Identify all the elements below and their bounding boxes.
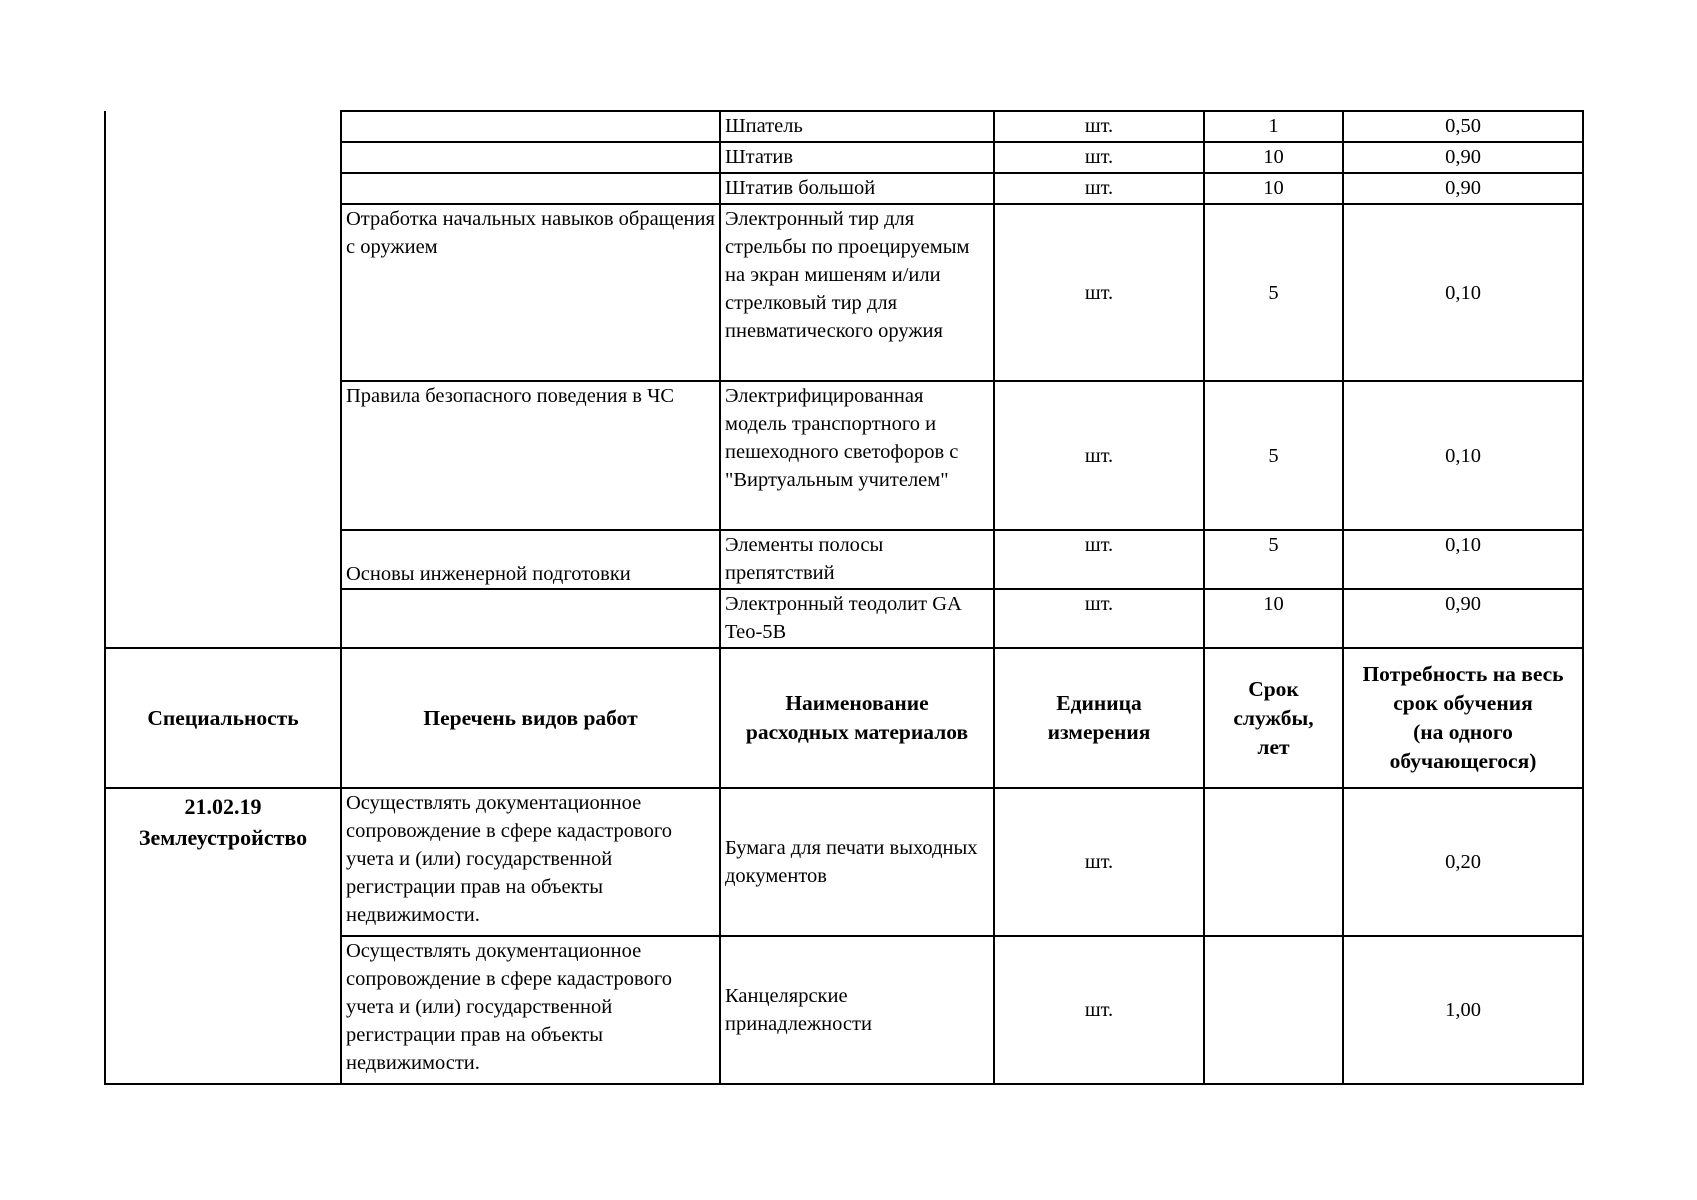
header-material-name: Наименование расходных материалов [720,648,994,788]
work-cell: Правила безопасного поведения в ЧС [341,381,720,530]
life-cell [1204,788,1343,936]
unit-cell: шт. [994,381,1204,530]
material-cell: Электронный тир для стрельбы по проецируемым на экран мишеням и/или стрелковый тир для пневматического оружия [720,204,994,381]
material-cell: Электронный теодолит GA Teo-5B [720,589,994,648]
need-cell: 0,50 [1343,111,1583,142]
specialty-cell: 21.02.19 Землеустройство [105,788,341,1084]
material-cell: Штатив [720,142,994,173]
need-cell: 1,00 [1343,936,1583,1084]
table-row [105,111,1583,142]
unit-cell: шт. [994,530,1204,589]
unit-cell: шт. [994,142,1204,173]
unit-cell: шт. [994,111,1204,142]
work-cell [341,173,720,204]
unit-cell: шт. [994,204,1204,381]
specialty-cell-continued [105,111,341,648]
need-cell: 0,10 [1343,204,1583,381]
need-cell: 0,90 [1343,173,1583,204]
life-cell: 10 [1204,173,1343,204]
header-need: Потребность на весь срок обучения (на одного обучающегося) [1343,648,1583,788]
work-cell [341,589,720,648]
material-cell: Штатив большой [720,173,994,204]
header-work-list: Перечень видов работ [341,648,720,788]
need-cell: 0,10 [1343,381,1583,530]
need-cell: 0,20 [1343,788,1583,936]
unit-cell: шт. [994,173,1204,204]
work-cell [341,111,720,142]
unit-cell: шт. [994,936,1204,1084]
unit-cell: шт. [994,589,1204,648]
life-cell: 5 [1204,530,1343,589]
header-service-life: Срок службы, лет [1204,648,1343,788]
work-cell: Осуществлять документационное сопровождение в сфере кадастрового учета и (или) государственной регистрации прав на объекты недвижимости. [341,936,720,1084]
life-cell [1204,936,1343,1084]
work-cell: Основы инженерной подготовки [341,530,720,589]
header-specialty: Специальность [105,648,341,788]
material-cell: Электрифицированная модель транспортного и пешеходного светофоров с "Виртуальным учителем" [720,381,994,530]
material-cell: Элементы полосы препятствий [720,530,994,589]
header-unit: Единица измерения [994,648,1204,788]
table-row [105,788,1583,936]
life-cell: 5 [1204,381,1343,530]
need-cell: 0,10 [1343,530,1583,589]
header-row [105,648,1583,788]
life-cell: 10 [1204,142,1343,173]
need-cell: 0,90 [1343,589,1583,648]
life-cell: 5 [1204,204,1343,381]
work-cell: Отработка начальных навыков обращения с оружием [341,204,720,381]
material-cell: Канцелярские принадлежности [720,936,994,1084]
material-cell: Бумага для печати выходных документов [720,788,994,936]
life-cell: 10 [1204,589,1343,648]
need-cell: 0,90 [1343,142,1583,173]
materials-table [104,110,1584,1085]
unit-cell: шт. [994,788,1204,936]
work-cell: Осуществлять документационное сопровождение в сфере кадастрового учета и (или) государственной регистрации прав на объекты недвижимости. [341,788,720,936]
material-cell: Шпатель [720,111,994,142]
life-cell: 1 [1204,111,1343,142]
work-cell [341,142,720,173]
